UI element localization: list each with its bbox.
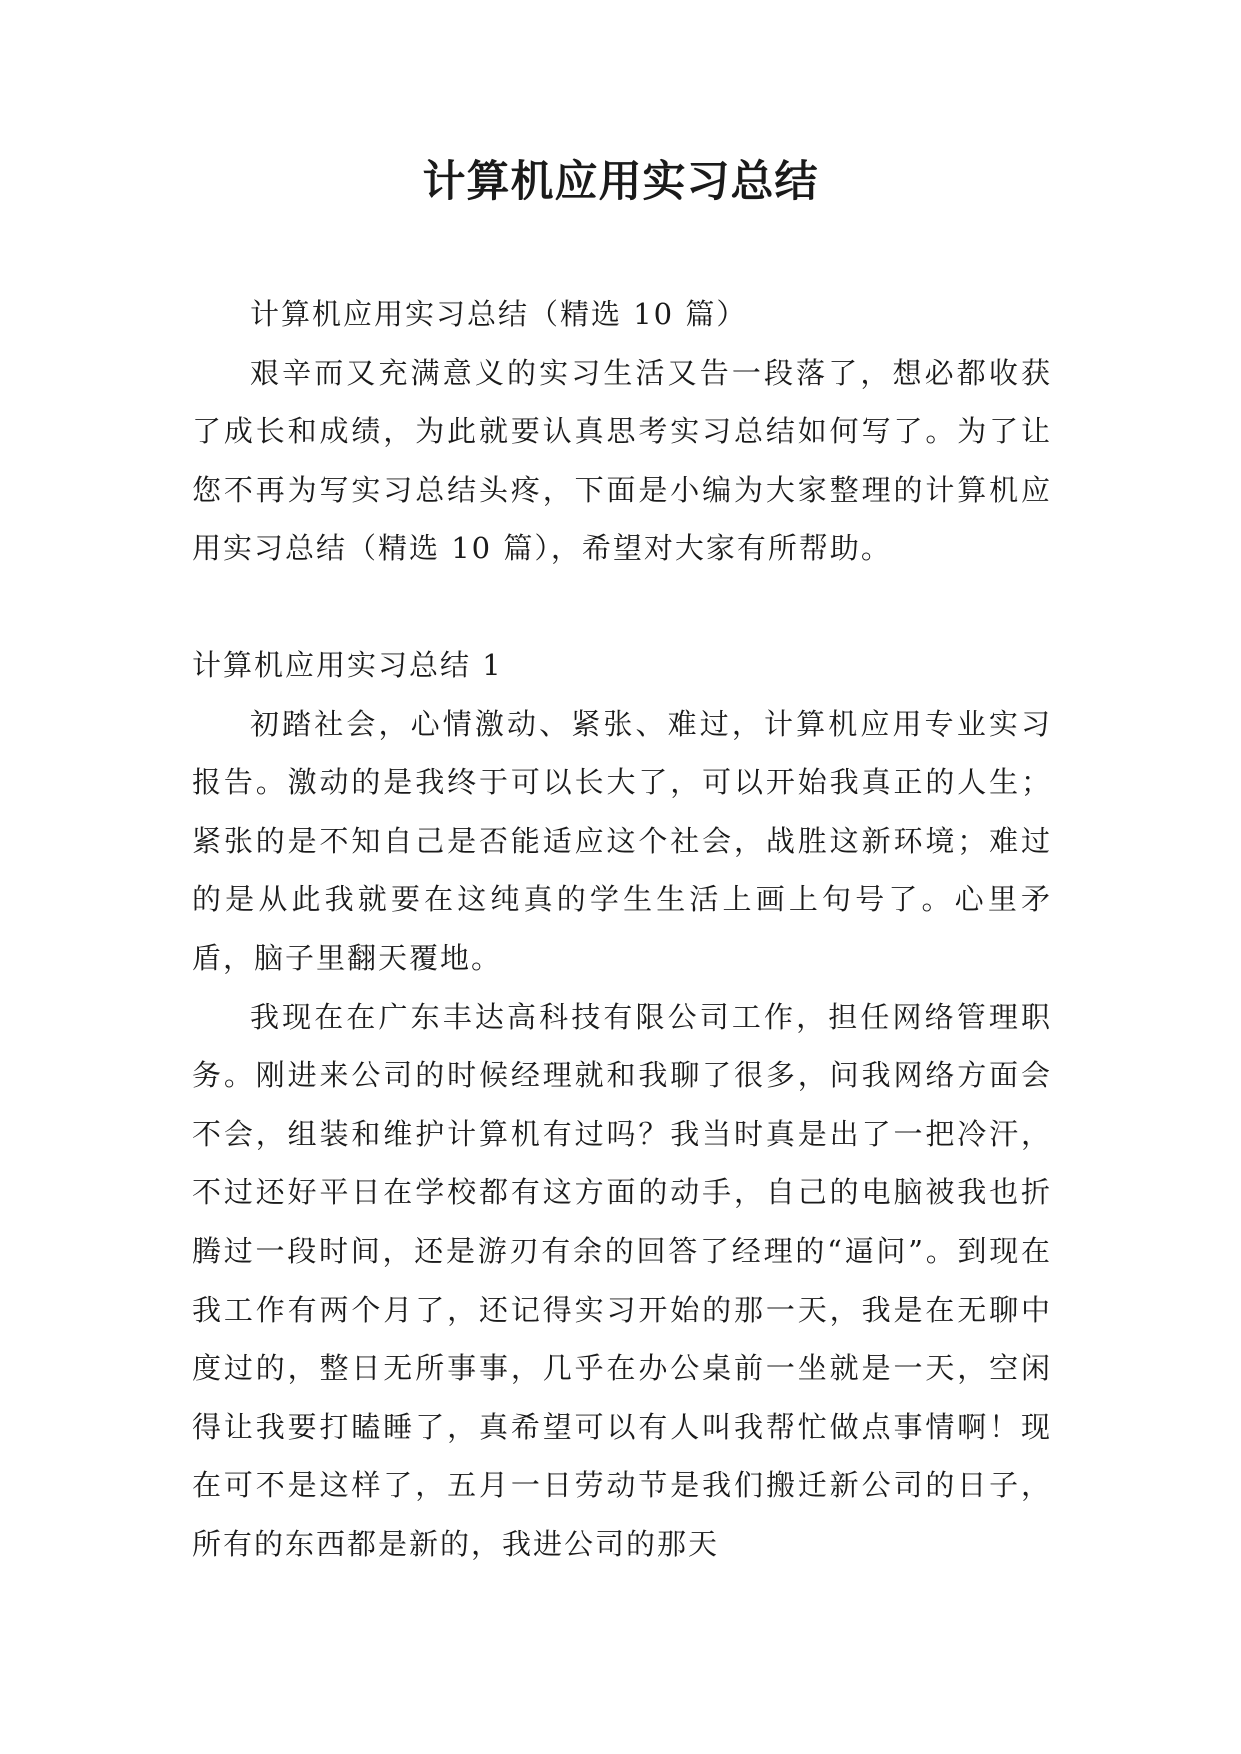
body-paragraph: 我现在在广东丰达高科技有限公司工作，担任网络管理职务。刚进来公司的时候经理就和我聊了很多，问我网络方面会不会，组装和维护计算机有过吗？我当时真是出了一把冷汗，不过还好平日在学校都有这方面的动手，自己的电脑被我也折腾过一段时间，还是游刃有余的回答了经理的“逼问”。到现在我工作有两个月了，还记得实习开始的那一天，我是在无聊中度过的，整日无所事事，几乎在办公桌前一坐就是一天，空闲得让我要打瞌睡了，真希望可以有人叫我帮忙做点事情啊！现在可不是这样了，五月一日劳动节是我们搬迁新公司的日子，所有的东西都是新的，我进公司的那天	[192, 999, 1052, 1561]
body-paragraph: 初踏社会，心情激动、紧张、难过，计算机应用专业实习报告。激动的是我终于可以长大了，可以开始我真正的人生；紧张的是不知自己是否能适应这个社会，战胜这新环境；难过的是从此我就要在这纯真的学生生活上画上句号了。心里矛盾，脑子里翻天覆地。	[192, 706, 1052, 975]
section-heading: 计算机应用实习总结 1	[192, 647, 503, 682]
intro-paragraph: 艰辛而又充满意义的实习生活又告一段落了，想必都收获了成长和成绩，为此就要认真思考实习总结如何写了。为了让您不再为写实习总结头疼，下面是小编为大家整理的计算机应用实习总结（精选 10 篇），希望对大家有所帮助。	[192, 355, 1052, 566]
document-title: 计算机应用实习总结	[422, 157, 819, 207]
document-subtitle: 计算机应用实习总结（精选 10 篇）	[250, 297, 748, 331]
document-body	[192, 285, 1052, 1573]
